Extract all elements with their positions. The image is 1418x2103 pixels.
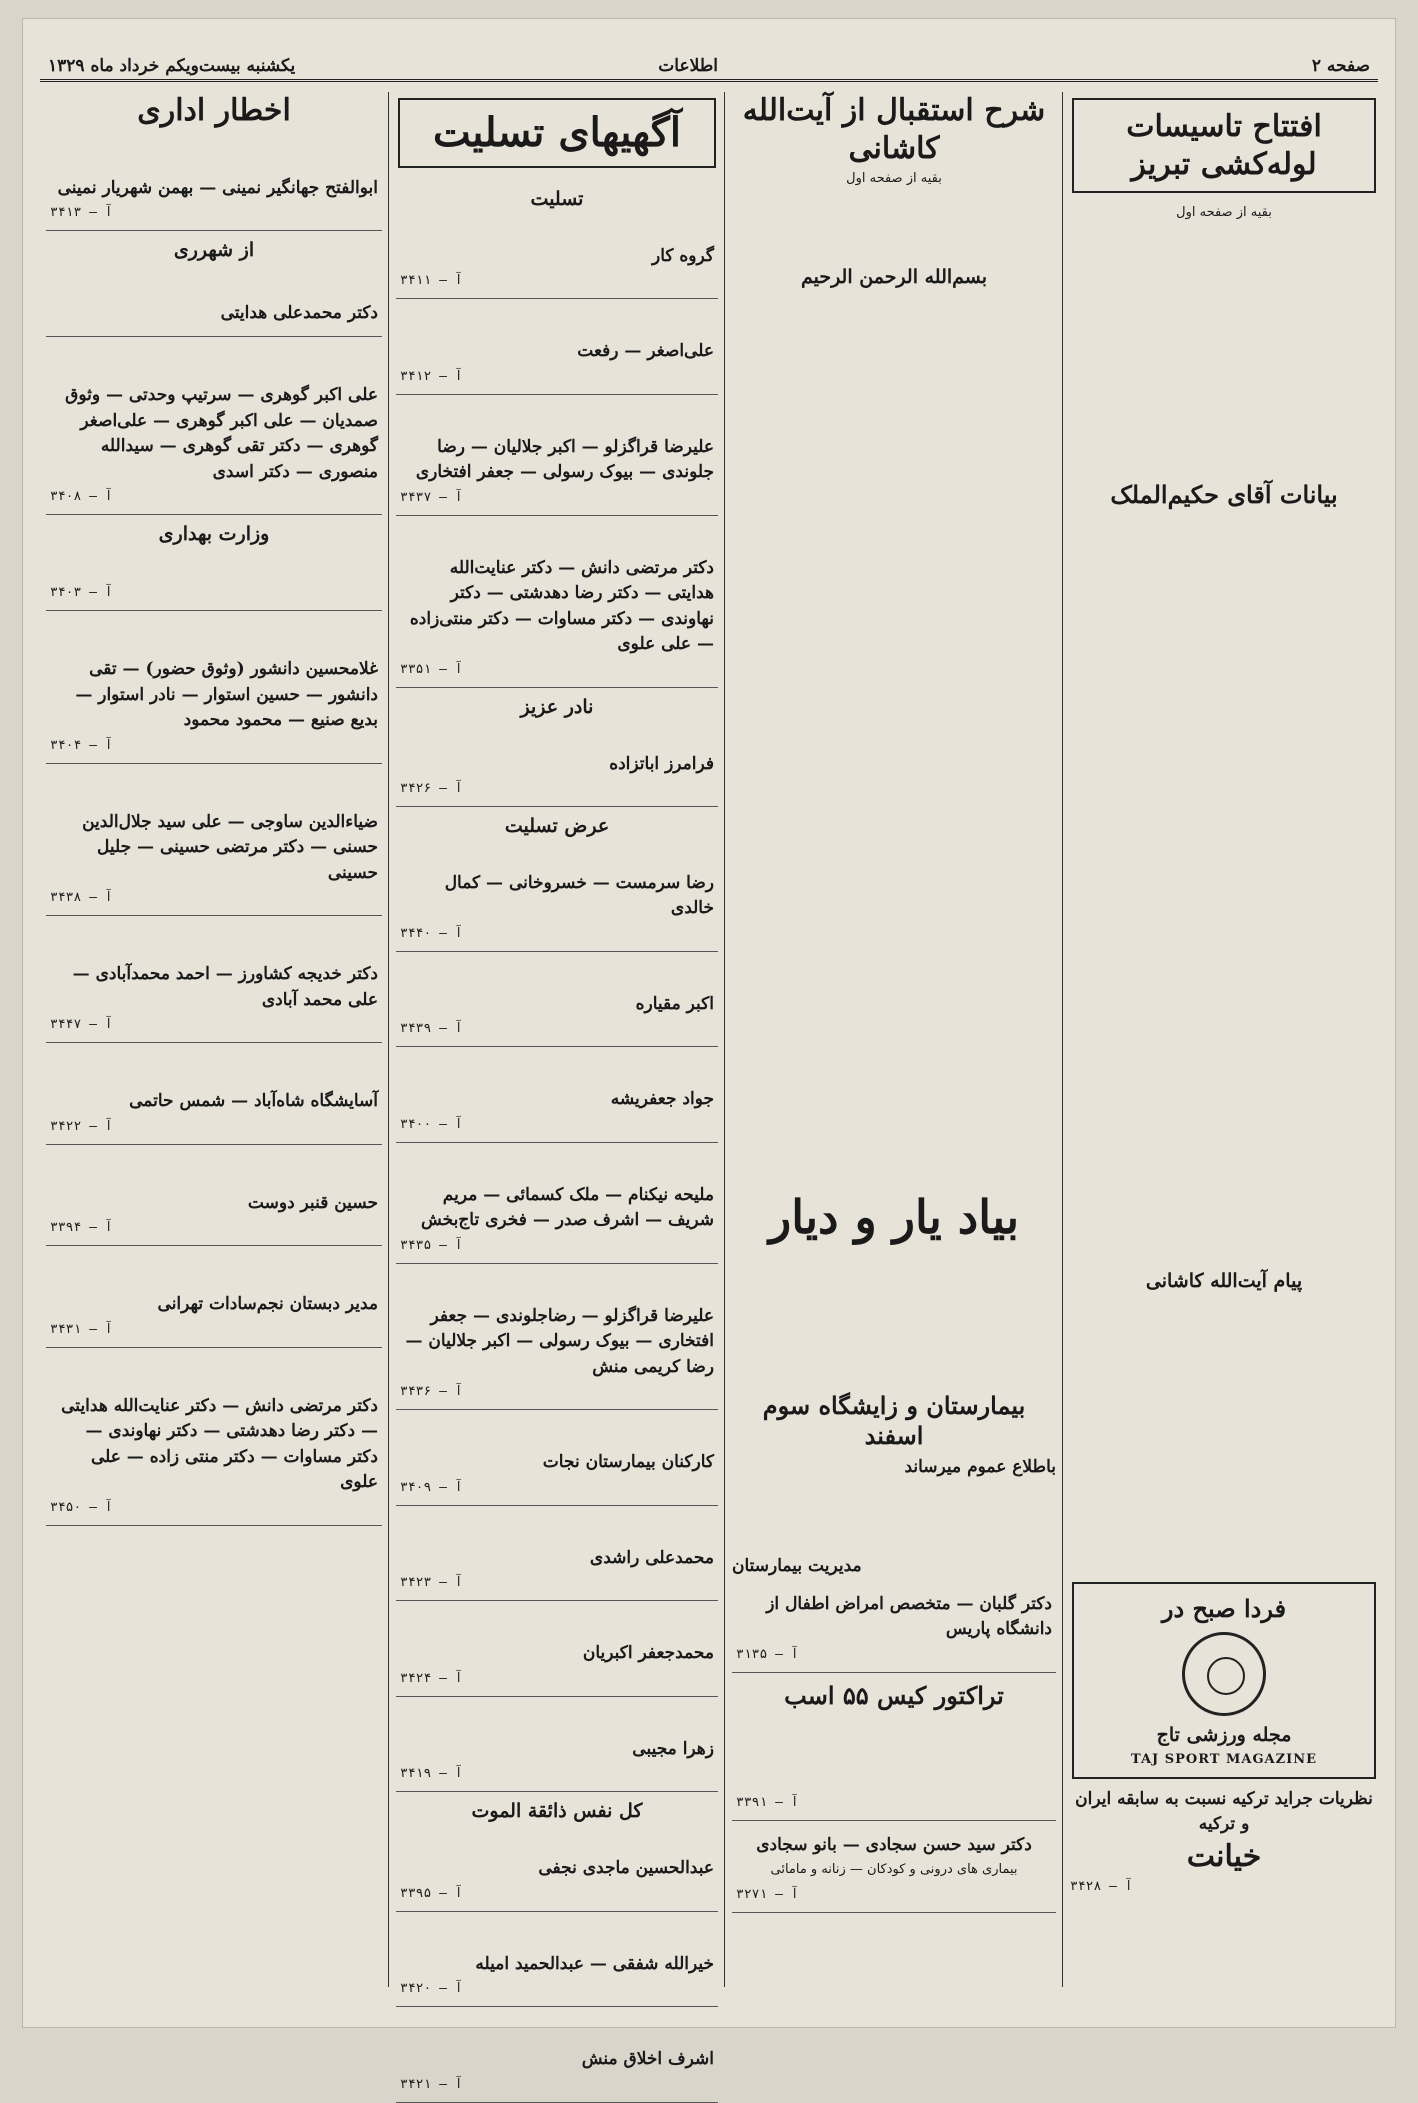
- notice-code: آ — ۳۴۳۱: [50, 1321, 113, 1337]
- notice-item: [396, 299, 718, 395]
- ad-title: فردا صبح در: [1161, 1593, 1287, 1623]
- masthead: [40, 52, 1378, 82]
- notice-code: ۳۴۱۱ — آ: [400, 273, 463, 289]
- notice-item: [396, 1601, 718, 1697]
- notice-body: [400, 960, 714, 988]
- notice-item: [396, 1047, 718, 1143]
- notice-body: [400, 1609, 714, 1637]
- headline-box: [398, 98, 716, 168]
- newspaper-name: اطلاعات: [658, 56, 718, 76]
- hospital-notice: باطلاع عموم میرساند: [904, 1456, 1056, 1477]
- notice-heading: نادر عزیز: [520, 695, 594, 718]
- article-body: [732, 196, 1056, 266]
- headline-bismillah: بسم‌الله الرحمن الرحیم: [800, 266, 988, 288]
- notice-signatories: مدیر دبستان نجم‌سادات تهرانی: [157, 1294, 378, 1314]
- notice-item: [396, 1143, 718, 1264]
- notice-item: [396, 1697, 718, 1793]
- ad-doctor-golban: دکتر گلبان — متخصص امراض اطفال از دانشگاه پاریس آ — ۳۱۳۵: [732, 1580, 1056, 1673]
- notice-signatories: ملیحه نیکنام — ملک کسمائی — مریم شریف — اشرف صدر — فخری تاج‌بخش: [420, 1184, 714, 1231]
- banner-yar-diyar: بیاد یار و دیار: [769, 1189, 1019, 1244]
- notice-item: [396, 1264, 718, 1411]
- continued-note: بقیه از صفحه اول: [1176, 205, 1272, 220]
- notice-signatories: علیرضا قراگزلو — اکبر جلالیان — رضا جلوندی — بیوک رسولی — جعفر افتخاری: [415, 436, 714, 483]
- notice-heading: کل نفس ذائقة الموت: [471, 1800, 643, 1823]
- headline-hakim: بیانات آقای حکیم‌الملک: [1110, 480, 1338, 509]
- page-number: صفحه ۲: [1311, 56, 1370, 76]
- article-body: [732, 290, 1056, 1180]
- notice-body: [50, 619, 378, 653]
- magazine-ad: [1072, 1582, 1376, 1779]
- ad-code: آ — ۳۴۲۸: [1070, 1879, 1133, 1894]
- notice-item: [396, 1792, 718, 1911]
- notice-body: [400, 524, 714, 552]
- notice-code: آ — ۳۴۲۶: [400, 781, 463, 796]
- condolence-list: [396, 180, 718, 2103]
- continued-note: بقیه از صفحه اول: [846, 171, 942, 186]
- notice-signatories: اکبر مقیاره: [635, 993, 714, 1014]
- notice-code: آ — ۳۴۲۲: [50, 1118, 113, 1134]
- notice-body: [400, 212, 714, 240]
- notice-code: آ — ۳۴۲۰: [400, 1981, 463, 1996]
- column-4: [46, 92, 382, 1987]
- notice-item: [46, 916, 382, 1043]
- notice-item: [46, 1043, 382, 1145]
- notice-body: [50, 924, 378, 958]
- column-rule: [724, 92, 725, 1987]
- notice-body: [50, 772, 378, 806]
- notice-item: [46, 611, 382, 764]
- notice-signatories: دکتر مرتضی دانش — دکتر عنایت‌الله هدایتی — دکتر رضا دهدشتی — دکتر نهاوندی — دکتر مساوات — دکتر منتی‌زاده — علی علوی: [409, 557, 714, 655]
- column-rule: [1062, 92, 1063, 1987]
- notice-item: [396, 180, 718, 299]
- notice-body: [400, 1514, 714, 1542]
- notice-item: [46, 764, 382, 917]
- notice-body: [50, 1051, 378, 1085]
- notice-code: آ — ۳۴۱۳: [50, 205, 113, 220]
- notice-code: آ — ۳۴۲۴: [400, 1670, 463, 1686]
- headline-box: [1072, 98, 1376, 193]
- notice-body: [50, 138, 378, 172]
- notice-code: آ — ۳۴۳۸: [50, 890, 113, 905]
- notice-body: [400, 1705, 714, 1733]
- ad-doctor-sajjadi: دکتر سید حسن سجادی — بانو سجادی بیماری های درونی و کودکان — زنانه و مامائی آ — ۳۲۷۱: [732, 1821, 1056, 1914]
- notice-code: آ — ۳۴۳۶: [400, 1384, 463, 1400]
- notice-code: آ — ۳۳۹۴: [50, 1220, 113, 1235]
- notice-code: آ — ۳۴۴۰: [400, 925, 463, 941]
- notice-code: آ — ۳۴۱۲: [400, 368, 463, 384]
- magazine-name: مجله ورزشی تاج: [1156, 1723, 1292, 1746]
- notice-signatories: حسین قنبر دوست: [247, 1192, 378, 1213]
- column-2: [732, 92, 1056, 1987]
- notice-body: [400, 1272, 714, 1300]
- notice-signatories: آسایشگاه شاه‌آباد — شمس حاتمی: [129, 1091, 378, 1111]
- headline-treason: خیانت: [1186, 1838, 1262, 1874]
- notice-body: [50, 263, 378, 297]
- notice-body: [400, 2015, 714, 2043]
- notice-signatories: دکتر محمدعلی هدایتی: [220, 302, 378, 323]
- magazine-name-en: TAJ SPORT MAGAZINE: [1130, 1751, 1318, 1767]
- notice-item: [46, 130, 382, 232]
- notice-signatories: زهرا مجیبی: [632, 1738, 714, 1759]
- notice-body: [50, 547, 378, 581]
- notice-body: [50, 345, 378, 379]
- notice-signatories: محمدجعفر اکبریان: [582, 1643, 714, 1664]
- notice-item: [46, 1246, 382, 1348]
- notice-body: [50, 1254, 378, 1288]
- headline-admin-notice: اخطار اداری: [137, 93, 291, 128]
- notice-signatories: جواد جعفریشه: [610, 1089, 714, 1110]
- article-body: [1070, 230, 1378, 480]
- headline-turkey: نظریات جراید ترکیه نسبت به سابقه ایران و ترکیه: [1075, 1788, 1373, 1834]
- notice-signatories: فرامرز اباتزاده: [609, 753, 714, 774]
- notice-item: [396, 1506, 718, 1602]
- notice-item: [46, 337, 382, 515]
- notice-signatories: علی‌اصغر — رفعت: [577, 341, 714, 362]
- notice-item: [46, 515, 382, 611]
- notice-heading: تسلیت: [530, 188, 584, 210]
- notice-signatories: غلامحسین دانشور (وثوق حضور) — تقی دانشور — حسین استوار — نادر استوار — بدیع صنیع — محمود محمود: [75, 659, 378, 730]
- magazine-logo-icon: [1182, 1632, 1266, 1716]
- article-body: [1070, 510, 1378, 1270]
- notice-code: آ — ۳۴۰۰: [400, 1116, 463, 1132]
- headline-condolences: آگهیهای تسلیت: [433, 109, 681, 156]
- notice-code: آ — ۳۴۴۷: [50, 1017, 113, 1032]
- notice-signatories: دکتر مرتضی دانش — دکتر عنایت‌الله هدایتی — دکتر رضا دهدشتی — دکتر نهاوندی — دکتر مساوات — دکتر منتی زاده — علی علوی: [61, 1395, 378, 1492]
- ad-body: [732, 1480, 1056, 1550]
- issue-date: یکشنبه بیست‌ویکم خرداد ماه ۱۳۲۹: [48, 56, 296, 76]
- notice-code: آ — ۳۴۰۸: [50, 489, 113, 505]
- notice-body: [400, 1151, 714, 1179]
- notice-item: [46, 231, 382, 337]
- notice-code: آ — ۳۳۹۵: [400, 1885, 463, 1901]
- notice-item: [396, 1410, 718, 1506]
- notice-code: آ — ۳۴۰۹: [400, 1479, 463, 1495]
- notice-signatories: علیرضا قراگزلو — رضاجلوندی — جعفر افتخاری — بیوک رسولی — اکبر جلالیان — رضا کریمی منش: [405, 1305, 714, 1377]
- notice-signatories: ابوالفتح جهانگیر نمینی — بهمن شهریار نمینی: [57, 177, 378, 198]
- column-rule: [388, 92, 389, 1987]
- notice-code: آ — ۳۴۱۹: [400, 1766, 463, 1782]
- notice-signatories: رضا سرمست — خسروخانی — کمال خالدی: [444, 872, 714, 919]
- notice-item: [396, 2007, 718, 2103]
- notice-heading: وزارت بهداری: [158, 523, 270, 546]
- notice-signatories: گروه کار: [652, 245, 714, 266]
- notice-body: [50, 1153, 378, 1187]
- notice-signatories: اشرف اخلاق منش: [581, 2049, 714, 2069]
- notice-signatories: ضیاءالدین ساوجی — علی سید جلال‌الدین حسنی — دکتر مرتضی حسینی — جلیل حسینی: [82, 811, 378, 883]
- column-1: [1070, 92, 1378, 1987]
- notice-item: [46, 1145, 382, 1247]
- notice-item: [46, 1348, 382, 1526]
- notice-code: آ — ۳۴۳۷: [400, 489, 463, 505]
- notice-item: [396, 807, 718, 952]
- notice-item: [396, 395, 718, 516]
- notice-body: [400, 403, 714, 431]
- notice-signatories: خیرالله شفقی — عبدالحمید امیله: [475, 1953, 714, 1974]
- notice-body: [400, 1824, 714, 1852]
- notice-item: [396, 952, 718, 1048]
- ad-body: [732, 1251, 1056, 1391]
- notice-signatories: کارکنان بیمارستان نجات: [542, 1452, 714, 1473]
- notice-list: [46, 130, 382, 1526]
- notice-code: آ — ۳۴۲۱: [400, 2076, 463, 2092]
- headline-kashani-welcome: شرح استقبال از آیت‌الله کاشانی: [742, 93, 1046, 166]
- notice-heading: عرض تسلیت: [504, 815, 610, 837]
- notice-body: [400, 1418, 714, 1446]
- headline-kashani-message: پیام آیت‌الله کاشانی: [1145, 1270, 1303, 1292]
- notice-signatories: علی اکبر گوهری — سرتیپ وحدتی — وثوق صمدیان — علی اکبر گوهری — علی‌اصغر گوهری — دکتر تقی گوهری — سیدالله منصوری — دکتر اسدی: [65, 385, 378, 482]
- notice-item: [396, 688, 718, 807]
- notice-code: آ — ۳۴۳۹: [400, 1021, 463, 1037]
- notice-heading: از شهرری: [173, 239, 255, 261]
- notice-code: آ — ۳۴۳۵: [400, 1237, 463, 1253]
- headline-tabriz: افتتاح تاسیسات لوله‌کشی تبریز: [1126, 109, 1322, 182]
- notice-code: آ — ۳۴۰۳: [50, 585, 113, 600]
- notice-signatories: دکتر خدیجه کشاورز — احمد محمدآبادی — علی محمد آبادی: [72, 964, 378, 1010]
- column-3: [396, 92, 718, 2092]
- notice-code: آ — ۳۳۵۱: [400, 661, 463, 677]
- headline-hospital: بیمارستان و زایشگاه سوم اسفند: [762, 1390, 1026, 1450]
- ad-tractor: تراکتور کیس ۵۵ اسب آ — ۳۳۹۱: [732, 1673, 1056, 1821]
- article-body: [1070, 1294, 1378, 1574]
- notice-body: [400, 720, 714, 748]
- notice-item: [396, 516, 718, 688]
- hospital-sign: مدیریت بیمارستان: [732, 1556, 862, 1577]
- notice-body: [50, 1356, 378, 1390]
- notice-body: [400, 1055, 714, 1083]
- notice-body: [400, 839, 714, 867]
- notice-body: [400, 1920, 714, 1948]
- notice-body: [400, 307, 714, 335]
- notice-code: آ — ۳۴۲۳: [400, 1575, 463, 1591]
- notice-code: آ — ۳۴۰۴: [50, 737, 113, 753]
- notice-signatories: عبدالحسین ماجدی نجفی: [538, 1858, 714, 1878]
- notice-code: آ — ۳۴۵۰: [50, 1499, 113, 1515]
- notice-signatories: محمدعلی راشدی: [589, 1547, 714, 1568]
- notice-item: [396, 1912, 718, 2008]
